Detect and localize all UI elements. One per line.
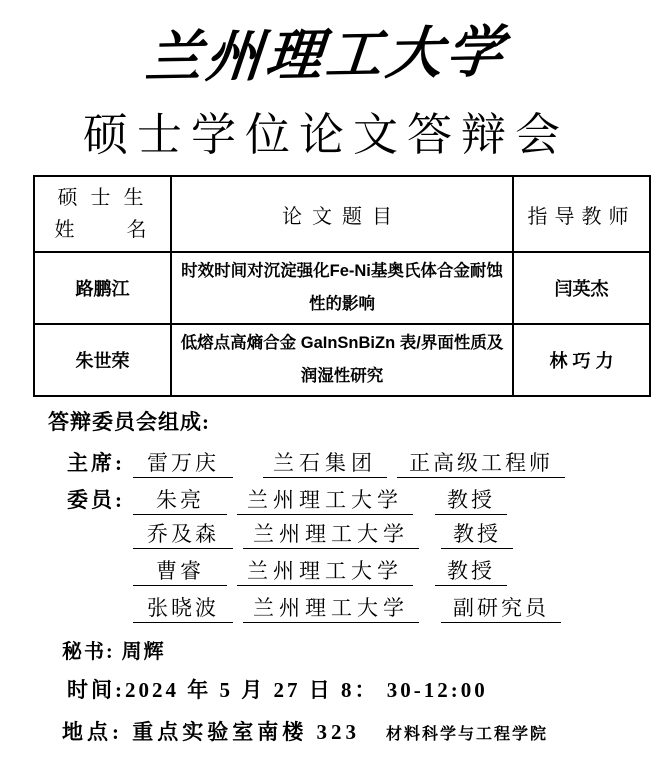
header-thesis-title: 论文题目 xyxy=(171,176,513,252)
university-logo-calligraphy: 兰州理工大学 xyxy=(142,21,510,91)
member-name: 曹睿 xyxy=(133,558,227,586)
committee-heading: 答辩委员会组成: xyxy=(48,410,210,434)
member-org: 兰州理工大学 xyxy=(243,521,419,549)
student-name: 朱世荣 xyxy=(34,324,171,396)
committee-member-row xyxy=(67,595,652,632)
header-student-line1: 硕 士 生 xyxy=(57,187,148,209)
chair-org: 兰石集团 xyxy=(263,450,387,478)
member-org: 兰州理工大学 xyxy=(237,487,413,515)
advisor-name: 林 巧 力 xyxy=(513,324,650,396)
time-value: 2024 年 5 月 27 日 8： 30-12:00 xyxy=(125,678,488,702)
member-title: 教授 xyxy=(435,558,507,586)
chair-title: 正高级工程师 xyxy=(397,450,565,478)
header xyxy=(0,0,652,104)
committee-member-row xyxy=(67,484,652,521)
table-row xyxy=(34,324,650,396)
secretary-label: 秘书: xyxy=(62,641,115,663)
header-advisor: 指导教师 xyxy=(513,176,650,252)
location-value: 重点实验室南楼 323 xyxy=(132,720,360,744)
member-title: 教授 xyxy=(441,521,513,549)
member-title: 教授 xyxy=(435,487,507,515)
member-name: 张晓波 xyxy=(133,595,233,623)
committee-chair-row xyxy=(67,447,652,484)
college-name: 材料科学与工程学院 xyxy=(386,726,549,743)
member-label: 委员: xyxy=(67,488,125,512)
member-org: 兰州理工大学 xyxy=(237,558,413,586)
defense-table xyxy=(33,175,651,397)
table-row xyxy=(34,252,650,324)
time-label: 时间: xyxy=(67,678,125,702)
advisor-name: 闫英杰 xyxy=(513,252,650,324)
committee-member-row xyxy=(67,558,652,595)
header-student-name xyxy=(34,176,171,252)
thesis-title: 低熔点高熵合金 GaInSnBiZn 表/界面性质及润湿性研究 xyxy=(171,324,513,396)
committee-list xyxy=(0,447,652,632)
committee-member-row xyxy=(67,521,652,558)
location-line xyxy=(62,716,652,746)
chair-label: 主席: xyxy=(67,451,125,475)
chair-name: 雷万庆 xyxy=(133,450,233,478)
member-name: 乔及森 xyxy=(133,521,233,549)
location-label-value xyxy=(62,716,360,746)
header-student-line2: 姓 名 xyxy=(54,219,151,241)
secretary-name: 周辉 xyxy=(121,641,166,663)
time-line xyxy=(67,675,652,705)
member-org: 兰州理工大学 xyxy=(243,595,419,623)
member-title: 副研究员 xyxy=(441,595,561,623)
member-name: 朱亮 xyxy=(133,487,227,515)
table-header-row xyxy=(34,176,650,252)
student-name: 路鹏江 xyxy=(34,252,171,324)
location-label: 地点: xyxy=(62,720,123,744)
secretary-line xyxy=(62,638,652,666)
thesis-title: 时效时间对沉淀强化Fe-Ni基奥氏体合金耐蚀性的影响 xyxy=(171,252,513,324)
page-title: 硕士学位论文答辩会 xyxy=(82,110,569,160)
